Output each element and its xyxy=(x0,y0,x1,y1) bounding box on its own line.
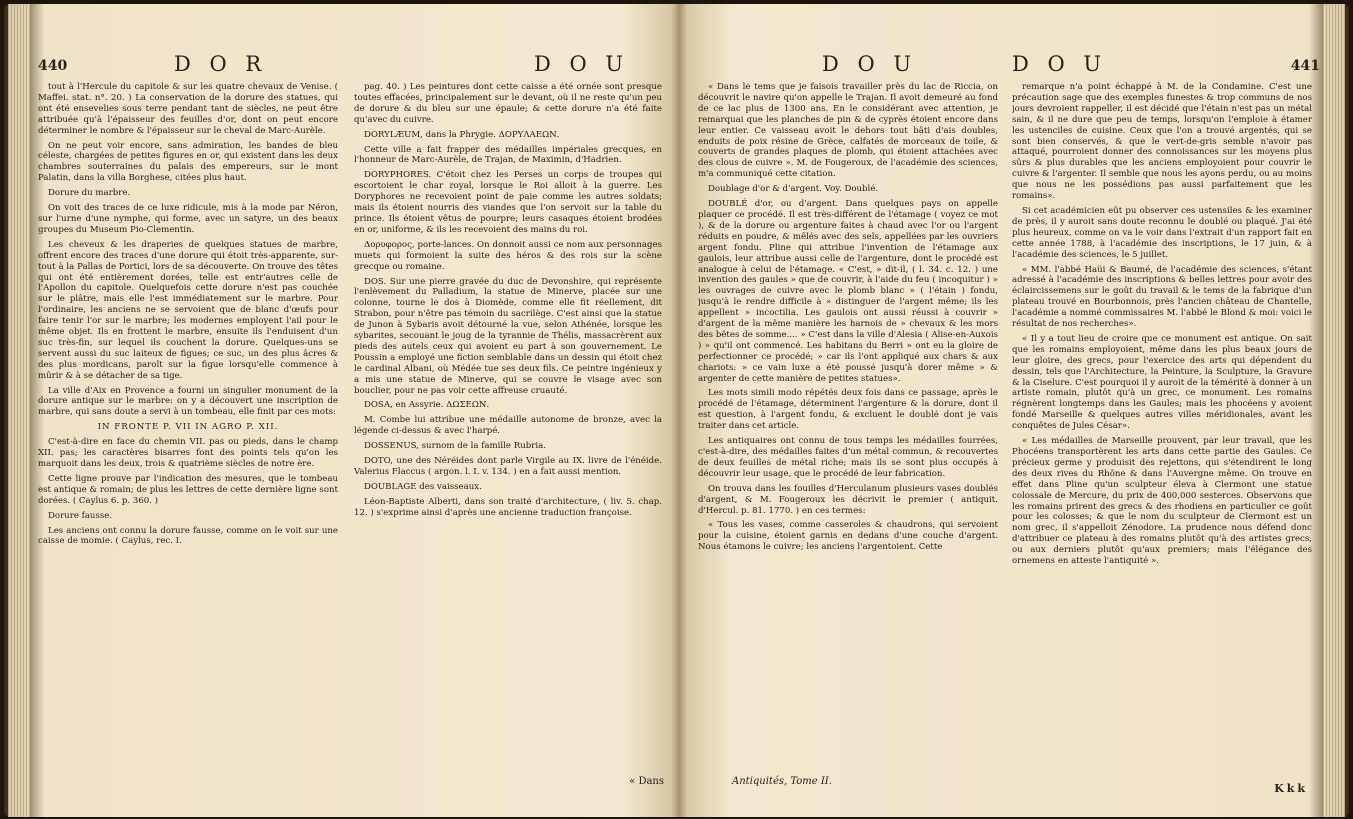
paragraph: Doublage d'or & d'argent. Voy. Doublé. xyxy=(708,184,879,195)
paragraph: La ville d'Aix en Provence a fourni un singulier monument de la dorure antique sur le marbre: on y a découvert une inscription de marbre, qui sans doute a servi à un tombeau, elle finit par ces mots: xyxy=(38,385,338,418)
paragraph: DORYLÆUM, dans la Phrygie. ΔΟΡΥΛΑΕΩΝ. xyxy=(364,129,560,140)
paragraph: tout à l'Hercule du capitole & sur les quatre chevaux de Venise. ( Maffei. stat. n°. 20. ) La conservation de la dorure des statues, qui ont été ensevelies sous terre pendant tant de siècles, ne peut être attribuée qu'à l'épaisseur des feuilles d'or, dont on peut encore déterminer le nombre & l'épaisseur sur le cheval de Marc-Aurèle. xyxy=(38,82,338,136)
paragraph: On ne peut voir encore, sans admiration, les bandes de bleu céleste, chargées de petites figures en or, qui existent dans les deux chambres souterraines du palais des empereurs, sur le mont Palatin, dans la villa Borghese, citées plus haut. xyxy=(38,140,338,184)
paragraph: DORYPHORES. C'étoit chez les Perses un corps de troupes qui escortoient le char royal, lorsque le Roi alloit à la guerre. Les Doryphores ne recevoient point de paie comme les autres soldats; mais ils étoient nourris des viandes que l'on servoit sur la table du prince. Ils étoient vêtus de pourpre; leurs casaques étoient brodées en or, uniforme, & ils les recevoient des mains du roi. xyxy=(354,170,662,235)
paragraph: Les anciens ont connu la dorure fausse, comme on le voit sur une caisse de momie. ( Caylus, rec. I. xyxy=(38,525,338,547)
paragraph: « Dans le tems que je faisois travailler près du lac de Riccia, on découvrit le navire qu'on appelle le Trajan. Il avoit demeuré au fond de ce lac plus de 1300 ans. En le considérant avec attention, je remarquai que les planches de pin & de cyprès étoient encore dans leur entier. Ce vaisseau avoit le dehors tout bâti d'ais doubles, enduits de poix résine de Grèce, calfatés de morceaux de toile, & couverts de grandes plaques de plomb, qui étoient attachées avec des clous de cuivre ». M. de Fougeroux, de l'académie des sciences, m'a communiqué cette citation. xyxy=(698,82,998,180)
paragraph: Dorure du marbre. xyxy=(48,188,131,199)
open-book xyxy=(4,4,1349,817)
left-page-column-1 xyxy=(38,82,338,792)
volume-footer: Antiquités, Tome II. xyxy=(732,776,832,787)
paragraph: DOS. Sur une pierre gravée du duc de Devonshire, qui représente l'enlèvement du Palladium, la statue de Minerve, placée sur une colonne, tourne le dos à Diomède, comme elle fit réellement, dit Strabon, pour n'être pas témoin du sacrilège. C'est ainsi que la statue de Junon à Sybaris avoit détourné la vue, selon Athénée, lorsque les sybarites, secouant le joug de la tyrannie de Thélis, massacrèrent aux pieds des autels ceux qui avoient eu part à son gouvernement. Le Poussin a employé une fiction semblable dans un dessin qui étoit chez le cardinal Albani, où Médée tue ses deux fils. Ce peintre ingénieux y a mis une statue de Minerve, qui se couvre le visage avec son bouclier, pour ne pas voir cette affreuse cruauté. xyxy=(354,276,662,396)
page-number-right: 441 xyxy=(1290,58,1320,74)
right-page-column-2 xyxy=(1012,82,1312,772)
paragraph: remarque n'a point échappé à M. de la Condamine. C'est une précaution sage que des exemples funestes & trop communs de nos jours devroient rappeller, il est décidé que l'étain n'est pas un métal sain, & il ne dure que peu de temps, lorsqu'on l'emploie à étamer les ustenciles de cuisine. Ceux que l'on a trouvé argentés, qui se sont bien conservés, & que le vert-de-gris semble n'avoir pas attaqué, pourroient donner des connoissances sur les moyens plus sûrs & plus durables que les anciens employoient pour couvrir le cuivre & l'argenter. Il semble que nous les ayons perdu, ou au moins que nous ne les possédions pas aussi parfaitement que les romains». xyxy=(1012,82,1312,202)
left-page xyxy=(34,44,672,804)
paragraph: pag. 40. ) Les peintures dont cette caisse a été ornée sont presque toutes effacées, principalement sur le devant, où il ne reste qu'un peu de dorure & du bleu sur une épaule; & cette dorure n'a été faite qu'avec du cuivre. xyxy=(354,82,662,125)
paragraph: DOSA, en Assyrie. ΔΩΣΕΩΝ. xyxy=(364,400,490,411)
paragraph: Léon-Baptiste Alberti, dans son traité d'architecture, ( liv. 5. chap. 12. ) s'exprime ainsi d'après une ancienne traduction françoise. xyxy=(354,496,662,518)
right-page-column-1 xyxy=(698,82,998,772)
paragraph: Les mots simili modo répétés deux fois dans ce passage, après le procédé de l'étamage, déterminent l'argenture & la dorure, dont il est question, à l'argent fondu, & excluent le doublé dont je vais traiter dans cet article. xyxy=(698,388,998,432)
page-edges-left xyxy=(8,4,30,817)
signature-mark: Kkk xyxy=(1274,782,1308,795)
paragraph: DOUBLÉ d'or, ou d'argent. Dans quelques pays on appelle plaquer ce procédé. Il est très-différent de l'étamage ( voyez ce mot ), & de la dorure ou argenture faites à chaud avec l'or ou l'argent réduits en poudre, & mêlés avec des sels, appellées par les ouvriers argent fondu. Pline qui attribue l'invention de l'étamage aux gaulois, leur attribue aussi celle de l'argenture, dont le procédé est analogue à celui de l'étamage. « C'est, » dit-il, ( l. 34. c. 12. ) une invention des gaules » que de couvrir, à l'aide du feu ( incoquitur ) » les ouvrages de cuivre avec le plomb blanc » ( l'étain ) fondu, jusqu'à le rendre difficile à » distinguer de l'argent même; ils les appellent » incoctilia. Les gaulois ont aussi réussi à couvrir » d'argent de la même manière les harnois de » chevaux & les mors des bêtes de somme.... » C'est dans la ville d'Alesia ( Alise-en-Auxois ) » qu'il ont commencé. Les habitans du Berri » ont eu la gloire de perfectionner ce procédé; » car ils l'ont appliqué aux chars & aux chariots: » ce vain luxe a été poussé jusqu'à dorer même » & argenter de cette manière de petites statues». xyxy=(698,199,998,384)
left-page-header xyxy=(34,44,672,78)
paragraph: DOTO, une des Néréides dont parle Virgile au IX. livre de l'énéide. Valerius Flaccus ( argon. l. I. v. 134. ) en a fait aussi mention. xyxy=(354,456,662,477)
paragraph: M. Combe lui attribue une médaille autonome de bronze, avec la légende ci-dessus & avec l'harpé. xyxy=(354,415,662,437)
catchword: « Dans xyxy=(629,776,664,787)
page-number-left: 440 xyxy=(38,58,68,74)
paragraph: DOUBLAGE des vaisseaux. xyxy=(364,481,482,492)
paragraph: Les cheveux & les draperies de quelques statues de marbre, offrent encore des traces d'une dorure qui étoit très-apparente, sur-tout à la Pallas de Portici, lors de sa découverte. On trouve des têtes qui ont été entièrement dorées, telle est entr'autres celle de l'Apollon du capitole. Quelquefois cette dorure n'est pas couchée sur le plâtre, mais elle l'est immédiatement sur le marbre. Pour l'ordinaire, les anciens ne se servoient que de blanc d'œufs pour faire tenir l'or sur le marbre; les modernes employent l'ail pour le même objet. Ils en frottent le marbre, ensuite ils l'enduisent d'un suc très-fin, sur lequel ils couchent la dorure. Quelques-uns se servent aussi du suc laiteux de figues; ce suc, un des plus âcres & des plus mordicans, paroît sur la figue lorsqu'elle commence à mûrir & à se détacher de sa tige. xyxy=(38,239,338,381)
running-head-left-col2: D O U xyxy=(534,52,630,76)
paragraph: « Les médailles de Marseille prouvent, par leur travail, que les Phocéens transportèrent les arts dans cette partie des Gaules. Ce précieux germe y produisit des rejettons, qui s'étendirent le long des deux rives du Rhône & dans l'Auvergne même. On trouve en effet dans Pline qu'un sculpteur éleva à Clermont une statue colossale de Mercure, du prix de 400,000 sesterces. Observons que les romains prirent des grecs & des rhodiens en particulier ce goût pour les colosses; & que le nom du sculpteur de Clermont est un nom grec, il s'appelloit Zénodore. La prudence nous défend donc d'attribuer ce plateau à des romains plutôt qu'à des artistes grecs, ou aux derniers plutôt qu'aux premiers; mais l'élégance des ornemens en atteste l'antiquité ». xyxy=(1012,436,1312,567)
paragraph: On trouva dans les fouilles d'Herculanum plusieurs vases doublés d'argent, & M. Fougeroux les décrivit le premier ( antiquit. d'Hercul. p. 81. 1770. ) en ces termes: xyxy=(698,483,998,516)
paragraph: Cette ligne prouve par l'indication des mesures, que le tombeau est antique & romain; de plus les lettres de cette dernière ligne sont dorées. ( Caylus 6. p. 360. ) xyxy=(38,473,338,506)
right-page-header xyxy=(692,44,1322,78)
left-page-column-2 xyxy=(354,82,662,772)
paragraph: « Tous les vases, comme casseroles & chaudrons, qui servoient pour la cuisine, étoient garnis en dedans d'une couche d'argent. Nous étamons le cuivre; les anciens l'argentoient. Cette xyxy=(698,520,998,553)
page-edges-right xyxy=(1323,4,1345,817)
paragraph: DOSSENUS, surnom de la famille Rubria. xyxy=(364,441,546,452)
running-head-right-col1: D O U xyxy=(822,52,918,76)
paragraph: Si cet académicien eût pu observer ces ustensiles & les examiner de près, il y auroit sans doute reconnu le doublé ou plaqué. J'ai été plus heureux, comme on va le voir dans l'extrait d'un rapport fait en cette année 1788, à l'académie des inscriptions, le 17 juin, & à l'académie des sciences, le 5 juillet. xyxy=(1012,205,1312,260)
paragraph: « Il y a tout lieu de croire que ce monument est antique. On sait que les romains employoient, même dans les plus beaux jours de leur gloire, des grecs, pour l'exercice des arts qui dépendent du dessin, tels que l'Architecture, la Peinture, la Sculpture, la Gravure & la Ciselure. C'est pourquoi il y auroit de la témérité à donner à un artiste romain, plutôt qu'à un grec, ce monument. Les romains régnèrent longtemps dans les Gaules; mais les phocéens y avoient fondé Marseille & quelques autres villes méridionales, avant les conquêtes de Jules César». xyxy=(1012,333,1312,432)
paragraph: On voit des traces de ce luxe ridicule, mis à la mode par Néron, sur l'urne d'une nymphe, qui forme, avec un satyre, un des beaux groupes du Museum Pio-Clementin. xyxy=(38,203,338,235)
paragraph: C'est-à-dire en face du chemin VII. pas ou pieds, dans le champ XII. pas; les caractères bisarres font des points tels qu'on les marquoit dans les deux, trois & quatrième siècles de notre ère. xyxy=(38,437,338,469)
running-head-right-col2: D O U xyxy=(1012,52,1108,76)
paragraph: Δορυφορος, porte-lances. On donnoit aussi ce nom aux personnages muets qui formoient la suite des héros & des rois sur la scène grecque ou romaine. xyxy=(354,239,662,272)
paragraph: IN FRONTE P. VII IN AGRO P. XII. xyxy=(97,422,279,433)
paragraph: Cette ville a fait frapper des médailles impériales grecques, en l'honneur de Marc-Aurèle, de Trajan, de Maximin, d'Hadrien. xyxy=(354,144,662,166)
right-page xyxy=(692,44,1322,804)
running-head-left-col1: D O R xyxy=(174,52,268,76)
paragraph: Les antiquaires ont connu de tous temps les médailles fourrées, c'est-à-dire, des médailles faites d'un métal commun, & recouvertes de deux feuilles de métal riche; mais ils se sont plus occupés à découvrir leur usage, que le procédé de leur fabrication. xyxy=(698,436,998,479)
paragraph: Dorure fausse. xyxy=(48,510,113,521)
paragraph: « MM. l'abbé Haüi & Baumé, de l'académie des sciences, s'étant adressé à l'académie des inscriptions & belles lettres pour avoir des éclaircissemens sur le goût du travail & le tems de la fabrique d'un plateau trouvé en Bourbonnois, près l'ancien château de Chantelle, l'académie a nommé commissaires M. l'abbé le Blond & moi: voici le résultat de nos recherches». xyxy=(1012,264,1312,330)
